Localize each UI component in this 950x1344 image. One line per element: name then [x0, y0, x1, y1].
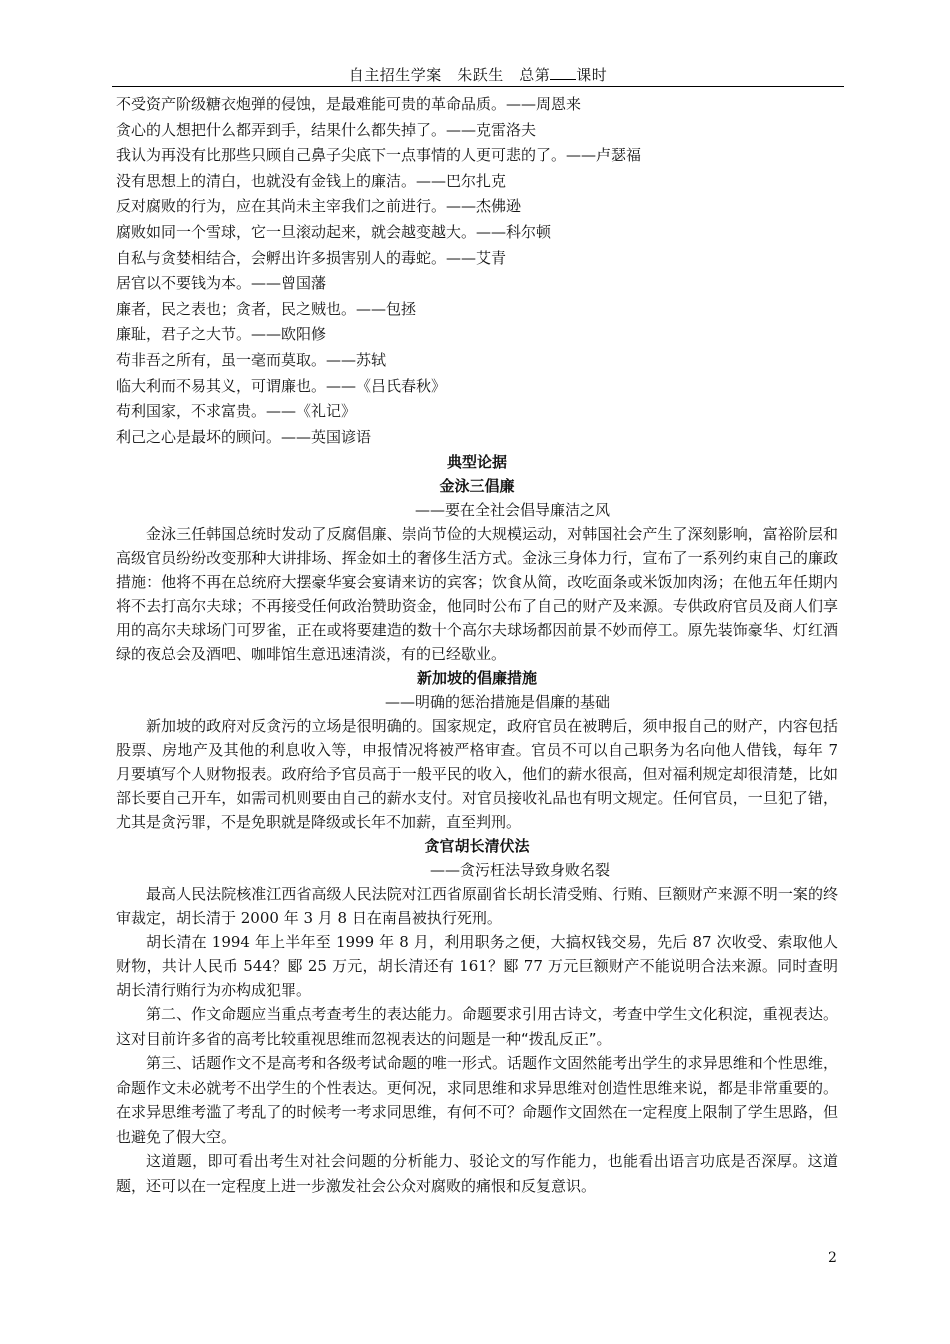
case-kim-young-sam: [116, 474, 838, 666]
header-prefix: 自主招生学案 朱跃生 总第: [348, 66, 551, 84]
quote-line: 居官以不要钱为本。——曾国藩: [116, 274, 327, 293]
quote-line: 不受资产阶级糖衣炮弹的侵蚀，是最难能可贵的革命品质。——周恩来: [116, 95, 582, 113]
quote-line: 廉耻，君子之大节。——欧阳修: [116, 325, 327, 344]
quote-line: 我认为再没有比那些只顾自己鼻子尖底下一点事情的人更可悲的了。——卢瑟福: [116, 146, 642, 165]
quote-line: 苟非吾之所有，虽一毫而莫取。——苏轼: [116, 350, 387, 369]
header-blank: [550, 79, 576, 80]
page-number: 2: [828, 1250, 837, 1266]
case-hu-changqing: [116, 834, 838, 1002]
quote-line: 没有思想上的清白，也就没有金钱上的廉洁。——巴尔扎克: [116, 171, 507, 190]
page-content: [116, 92, 838, 1198]
quote-line: 贪心的人想把什么都弄到手，结果什么都失掉了。——克雷洛夫: [116, 120, 537, 139]
case-paragraph: 金泳三任韩国总统时发动了反腐倡廉、崇尚节俭的大规模运动，对韩国社会产生了深刻影响，富裕阶层和高级官员纷纷改变那种大讲排场、挥金如土的奢侈生活方式。金泳三身体力行，宣布了一系列约束自己的廉政措施：他将不再在总统府大摆豪华宴会宴请来访的宾客；饮食从简，改吃面条或米饭加肉汤；在他五年任期内将不去打高尔夫球；不再接受任何政治赞助资金，他同时公布了自己的财产及来源。专供政府官员及商人们享用的高尔夫球场门可罗雀，正在或将要建造的数十个高尔夫球场都因前景不妙而停工。原先装饰豪华、灯红酒绿的夜总会及酒吧、咖啡馆生意迅速清淡，有的已经歇业。: [116, 525, 838, 664]
case-singapore: [116, 666, 838, 834]
quote-line: 自私与贪婪相结合，会孵出许多损害别人的毒蛇。——艾青: [116, 248, 507, 267]
quote-line: 反对腐败的行为，应在其尚未主宰我们之前进行。——杰佛逊: [116, 197, 522, 216]
case-title: 金泳三倡廉: [439, 477, 515, 496]
quote-line: 临大利而不易其义，可谓廉也。——《吕氏春秋》: [116, 376, 447, 395]
case-paragraph: 胡长清在 1994 年上半年至 1999 年 8 月，利用职务之便，大搞权钱交易，先后 87 次收受、索取他人财物，共计人民币 544？郾 25 万元，胡长清还有 161？郾 77 万元巨额财产不能说明合法来源。同时查明胡长清行贿行为亦构成犯罪。: [116, 933, 838, 1000]
quote-line: 腐败如同一个雪球，它一旦滚动起来，就会越变越大。——科尔顿: [116, 222, 552, 241]
case-paragraph: 新加坡的政府对反贪污的立场是很明确的。国家规定，政府官员在被聘后，须申报自己的财产，内容包括股票、房地产及其他的利息收入等，申报情况将被严格审查。官员不可以自己职务为名向他人借钱，每年 7 月要填写个人财物报表。政府给予官员高于一般平民的收入，他们的薪水很高，但对福利规定却很清楚，比如部长要自己开车，如需司机则要由自己的薪水支付。对官员接收礼品也有明文规定。任何官员，一旦犯了错，尤其是贪污罪，不是免职就是降级或长年不加薪，直至判刑。: [116, 717, 838, 832]
case-subtitle: ——要在全社会倡导廉洁之风: [414, 501, 610, 520]
quote-line: 廉者，民之表也；贪者，民之贼也。——包拯: [116, 299, 417, 318]
page-header: [112, 64, 844, 87]
header-suffix: 课时: [576, 66, 608, 84]
analysis-paragraph: 第三、话题作文不是高考和各级考试命题的唯一形式。话题作文固然能考出学生的求异思维和个性思维，命题作文未必就考不出学生的个性表达。更何况，求同思维和求异思维对创造性思维来说，都是非常重要的。在求异思维考滥了考乱了的时候考一考求同思维，有何不可？命题作文固然在一定程度上限制了学生思路，但也避免了假大空。: [116, 1054, 838, 1146]
analysis-section: [116, 1002, 838, 1198]
case-paragraph: 最高人民法院核准江西省高级人民法院对江西省原副省长胡长清受贿、行贿、巨额财产来源不明一案的终审裁定，胡长清于 2000 年 3 月 8 日在南昌被执行死刑。: [116, 885, 838, 928]
section-title: 典型论据: [446, 453, 507, 472]
quote-line: 苟利国家，不求富贵。——《礼记》: [116, 402, 357, 421]
quote-list: [116, 92, 838, 450]
case-title: 贪官胡长清伏法: [424, 837, 530, 856]
analysis-paragraph: 第二、作文命题应当重点考查考生的表达能力。命题要求引用古诗文，考查中学生文化积淀，重视表达。这对目前许多省的高考比较重视思维而忽视表达的问题是一种“拨乱反正”。: [116, 1005, 838, 1048]
case-title: 新加坡的倡廉措施: [416, 669, 537, 688]
analysis-paragraph: 这道题，即可看出考生对社会问题的分析能力、驳论文的写作能力，也能看出语言功底是否深厚。这道题，还可以在一定程度上进一步激发社会公众对腐败的痛恨和反复意识。: [116, 1152, 838, 1195]
case-subtitle: ——明确的惩治措施是倡廉的基础: [384, 693, 610, 712]
quote-line: 利己之心是最坏的顾问。——英国谚语: [116, 427, 372, 446]
case-subtitle: ——贪污枉法导致身败名裂: [429, 861, 610, 880]
